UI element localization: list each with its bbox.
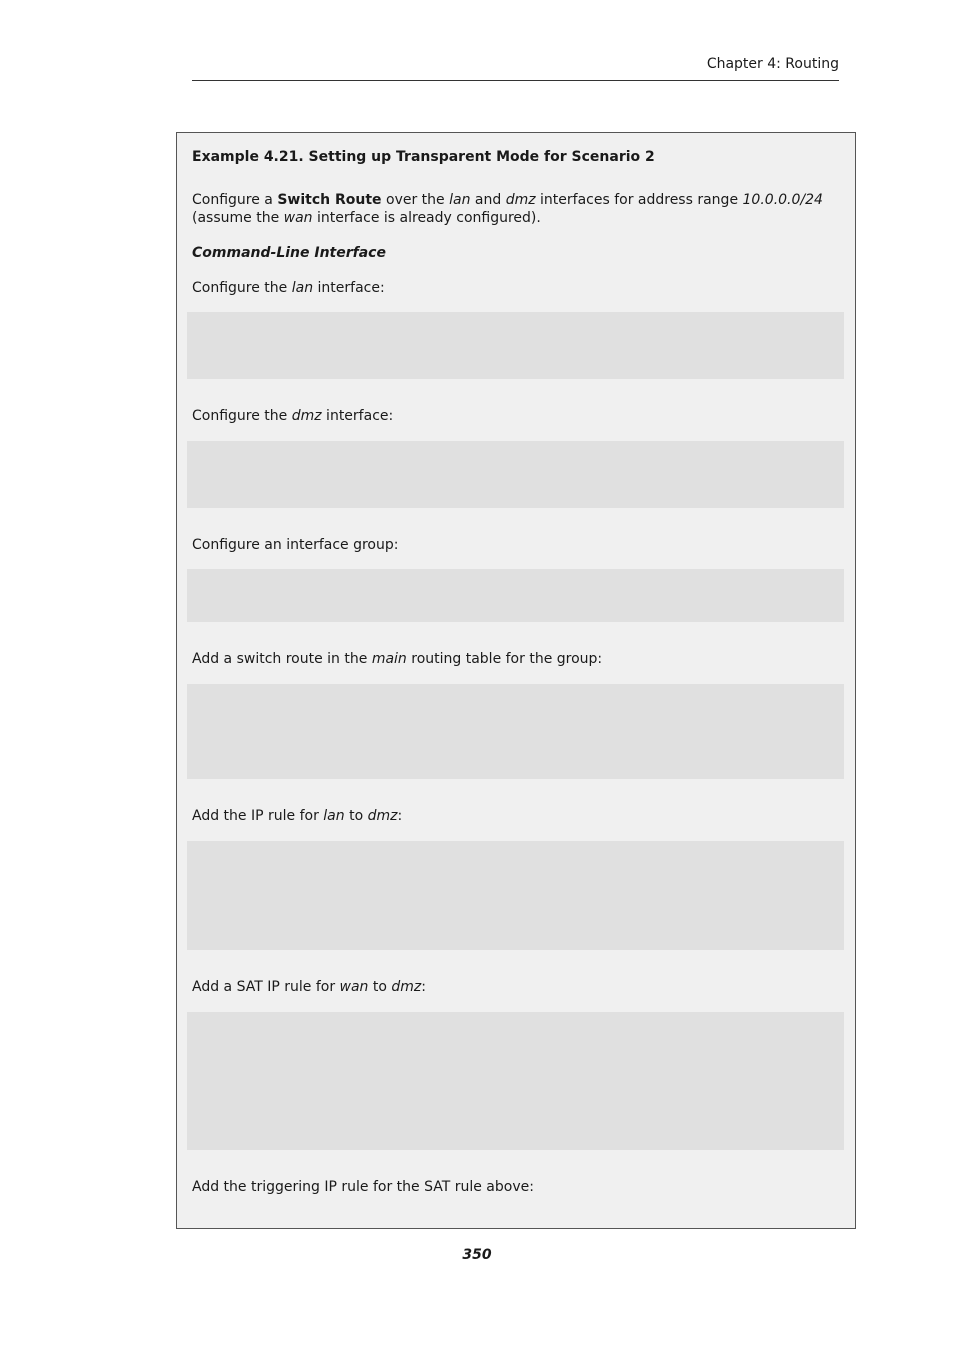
step-ip-rule-text: Add the IP rule for lan to dmz: <box>192 808 403 824</box>
example-box <box>176 132 856 1229</box>
step-route-text: Add a switch route in the main routing table for the group: <box>192 651 603 667</box>
code-block-group <box>187 569 844 622</box>
example-title: Example 4.21. Setting up Transparent Mode for Scenario 2 <box>192 149 655 165</box>
chapter-title: Chapter 4: Routing <box>706 56 839 72</box>
code-block-route <box>187 684 844 779</box>
step-lan-text: Configure the lan interface: <box>192 280 385 296</box>
step-group-text: Configure an interface group: <box>192 537 399 553</box>
cli-heading: Command-Line Interface <box>192 245 386 261</box>
code-block-lan <box>187 312 844 379</box>
code-block-ip-rule <box>187 841 844 950</box>
page-header <box>192 54 839 81</box>
step-dmz-text: Configure the dmz interface: <box>192 408 394 424</box>
code-block-sat-rule <box>187 1012 844 1150</box>
step-trigger-text: Add the triggering IP rule for the SAT rule above: <box>192 1179 534 1195</box>
step-sat-rule-text: Add a SAT IP rule for wan to dmz: <box>192 979 426 995</box>
page-number: 350 <box>462 1247 492 1263</box>
code-block-dmz <box>187 441 844 508</box>
example-intro: Configure a Switch Route over the lan and dmz interfaces for address range 10.0.0.0/24 (assume the wan interface is already configured). <box>192 192 823 226</box>
